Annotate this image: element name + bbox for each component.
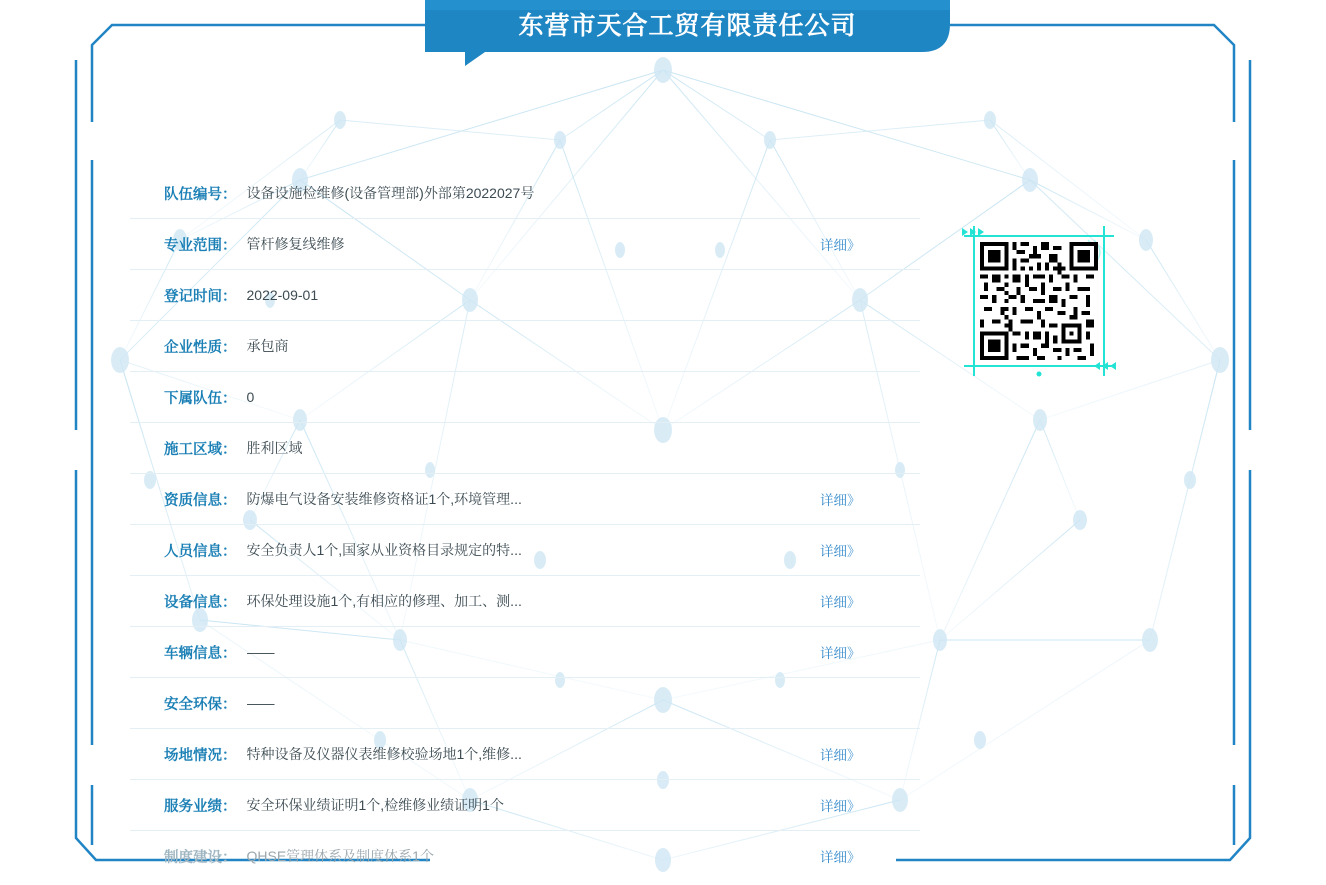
row-colon: ： (222, 594, 237, 611)
row-colon: ： (222, 849, 237, 866)
row-value: QHSE管理体系及制度体系1个 (246, 848, 434, 864)
row-value: 管杆修复线维修 (246, 236, 345, 252)
qr-code[interactable] (980, 242, 1098, 360)
row-label: 施工区域 (164, 441, 222, 458)
table-row (130, 678, 920, 729)
row-label: 登记时间 (164, 288, 222, 305)
row-label: 车辆信息 (164, 645, 222, 662)
table-row (130, 576, 920, 627)
row-colon: ： (222, 747, 237, 764)
table-row (130, 780, 920, 831)
table-row (130, 321, 920, 372)
row-value: 0 (246, 389, 255, 405)
company-info-table (130, 168, 920, 881)
row-label: 企业性质 (164, 339, 222, 356)
detail-link[interactable]: 详细》 (820, 850, 861, 865)
table-row (130, 627, 920, 678)
row-value: 防爆电气设备安装维修资格证1个,环境管理... (246, 491, 522, 507)
row-label: 队伍编号 (164, 186, 222, 203)
row-label: 设备信息 (164, 594, 222, 611)
row-label: 服务业绩 (164, 798, 222, 815)
detail-link[interactable]: 详细》 (820, 748, 861, 763)
row-label: 人员信息 (164, 543, 222, 560)
row-colon: ： (222, 696, 237, 713)
row-value: 安全环保业绩证明1个,检维修业绩证明1个 (246, 797, 504, 813)
table-row (130, 729, 920, 780)
row-value: 特种设备及仪器仪表维修校验场地1个,维修... (246, 746, 522, 762)
row-colon: ： (222, 543, 237, 560)
page-title: 东营市天合工贸有限责任公司 (518, 12, 857, 40)
table-row (130, 423, 920, 474)
detail-link[interactable]: 详细》 (820, 799, 861, 814)
row-label: 下属队伍 (164, 390, 222, 407)
row-colon: ： (222, 237, 237, 254)
row-value: 环保处理设施1个,有相应的修理、加工、测... (246, 593, 522, 609)
row-colon: ： (222, 339, 237, 356)
detail-link[interactable]: 详细》 (820, 493, 861, 508)
row-colon: ： (222, 288, 237, 305)
table-row (130, 168, 920, 219)
qr-code-block (960, 222, 1118, 380)
table-row (130, 219, 920, 270)
table-row (130, 525, 920, 576)
row-label: 专业范围 (164, 237, 222, 254)
row-colon: ： (222, 645, 237, 662)
row-value: 2022-09-01 (246, 287, 319, 303)
row-value: —— (246, 695, 275, 711)
row-colon: ： (222, 441, 237, 458)
row-label: 资质信息 (164, 492, 222, 509)
row-colon: ： (222, 186, 237, 203)
detail-link[interactable]: 详细》 (820, 544, 861, 559)
row-label: 安全环保 (164, 696, 222, 713)
table-row (130, 270, 920, 321)
row-colon: ： (222, 492, 237, 509)
detail-link[interactable]: 详细》 (820, 238, 861, 253)
detail-link[interactable]: 详细》 (820, 595, 861, 610)
detail-link[interactable]: 详细》 (820, 646, 861, 661)
table-row (130, 372, 920, 423)
row-label: 制度建设 (164, 849, 222, 866)
row-value: 设备设施检维修(设备管理部)外部第2022027号 (246, 185, 535, 201)
table-row (130, 831, 920, 881)
row-value: 胜利区域 (246, 440, 303, 456)
title-banner (425, 0, 950, 62)
table-row (130, 474, 920, 525)
row-value: 安全负责人1个,国家从业资格目录规定的特... (246, 542, 522, 558)
row-label: 场地情况 (164, 747, 222, 764)
row-colon: ： (222, 390, 237, 407)
row-colon: ： (222, 798, 237, 815)
row-value: —— (246, 644, 275, 660)
row-value: 承包商 (246, 338, 289, 354)
